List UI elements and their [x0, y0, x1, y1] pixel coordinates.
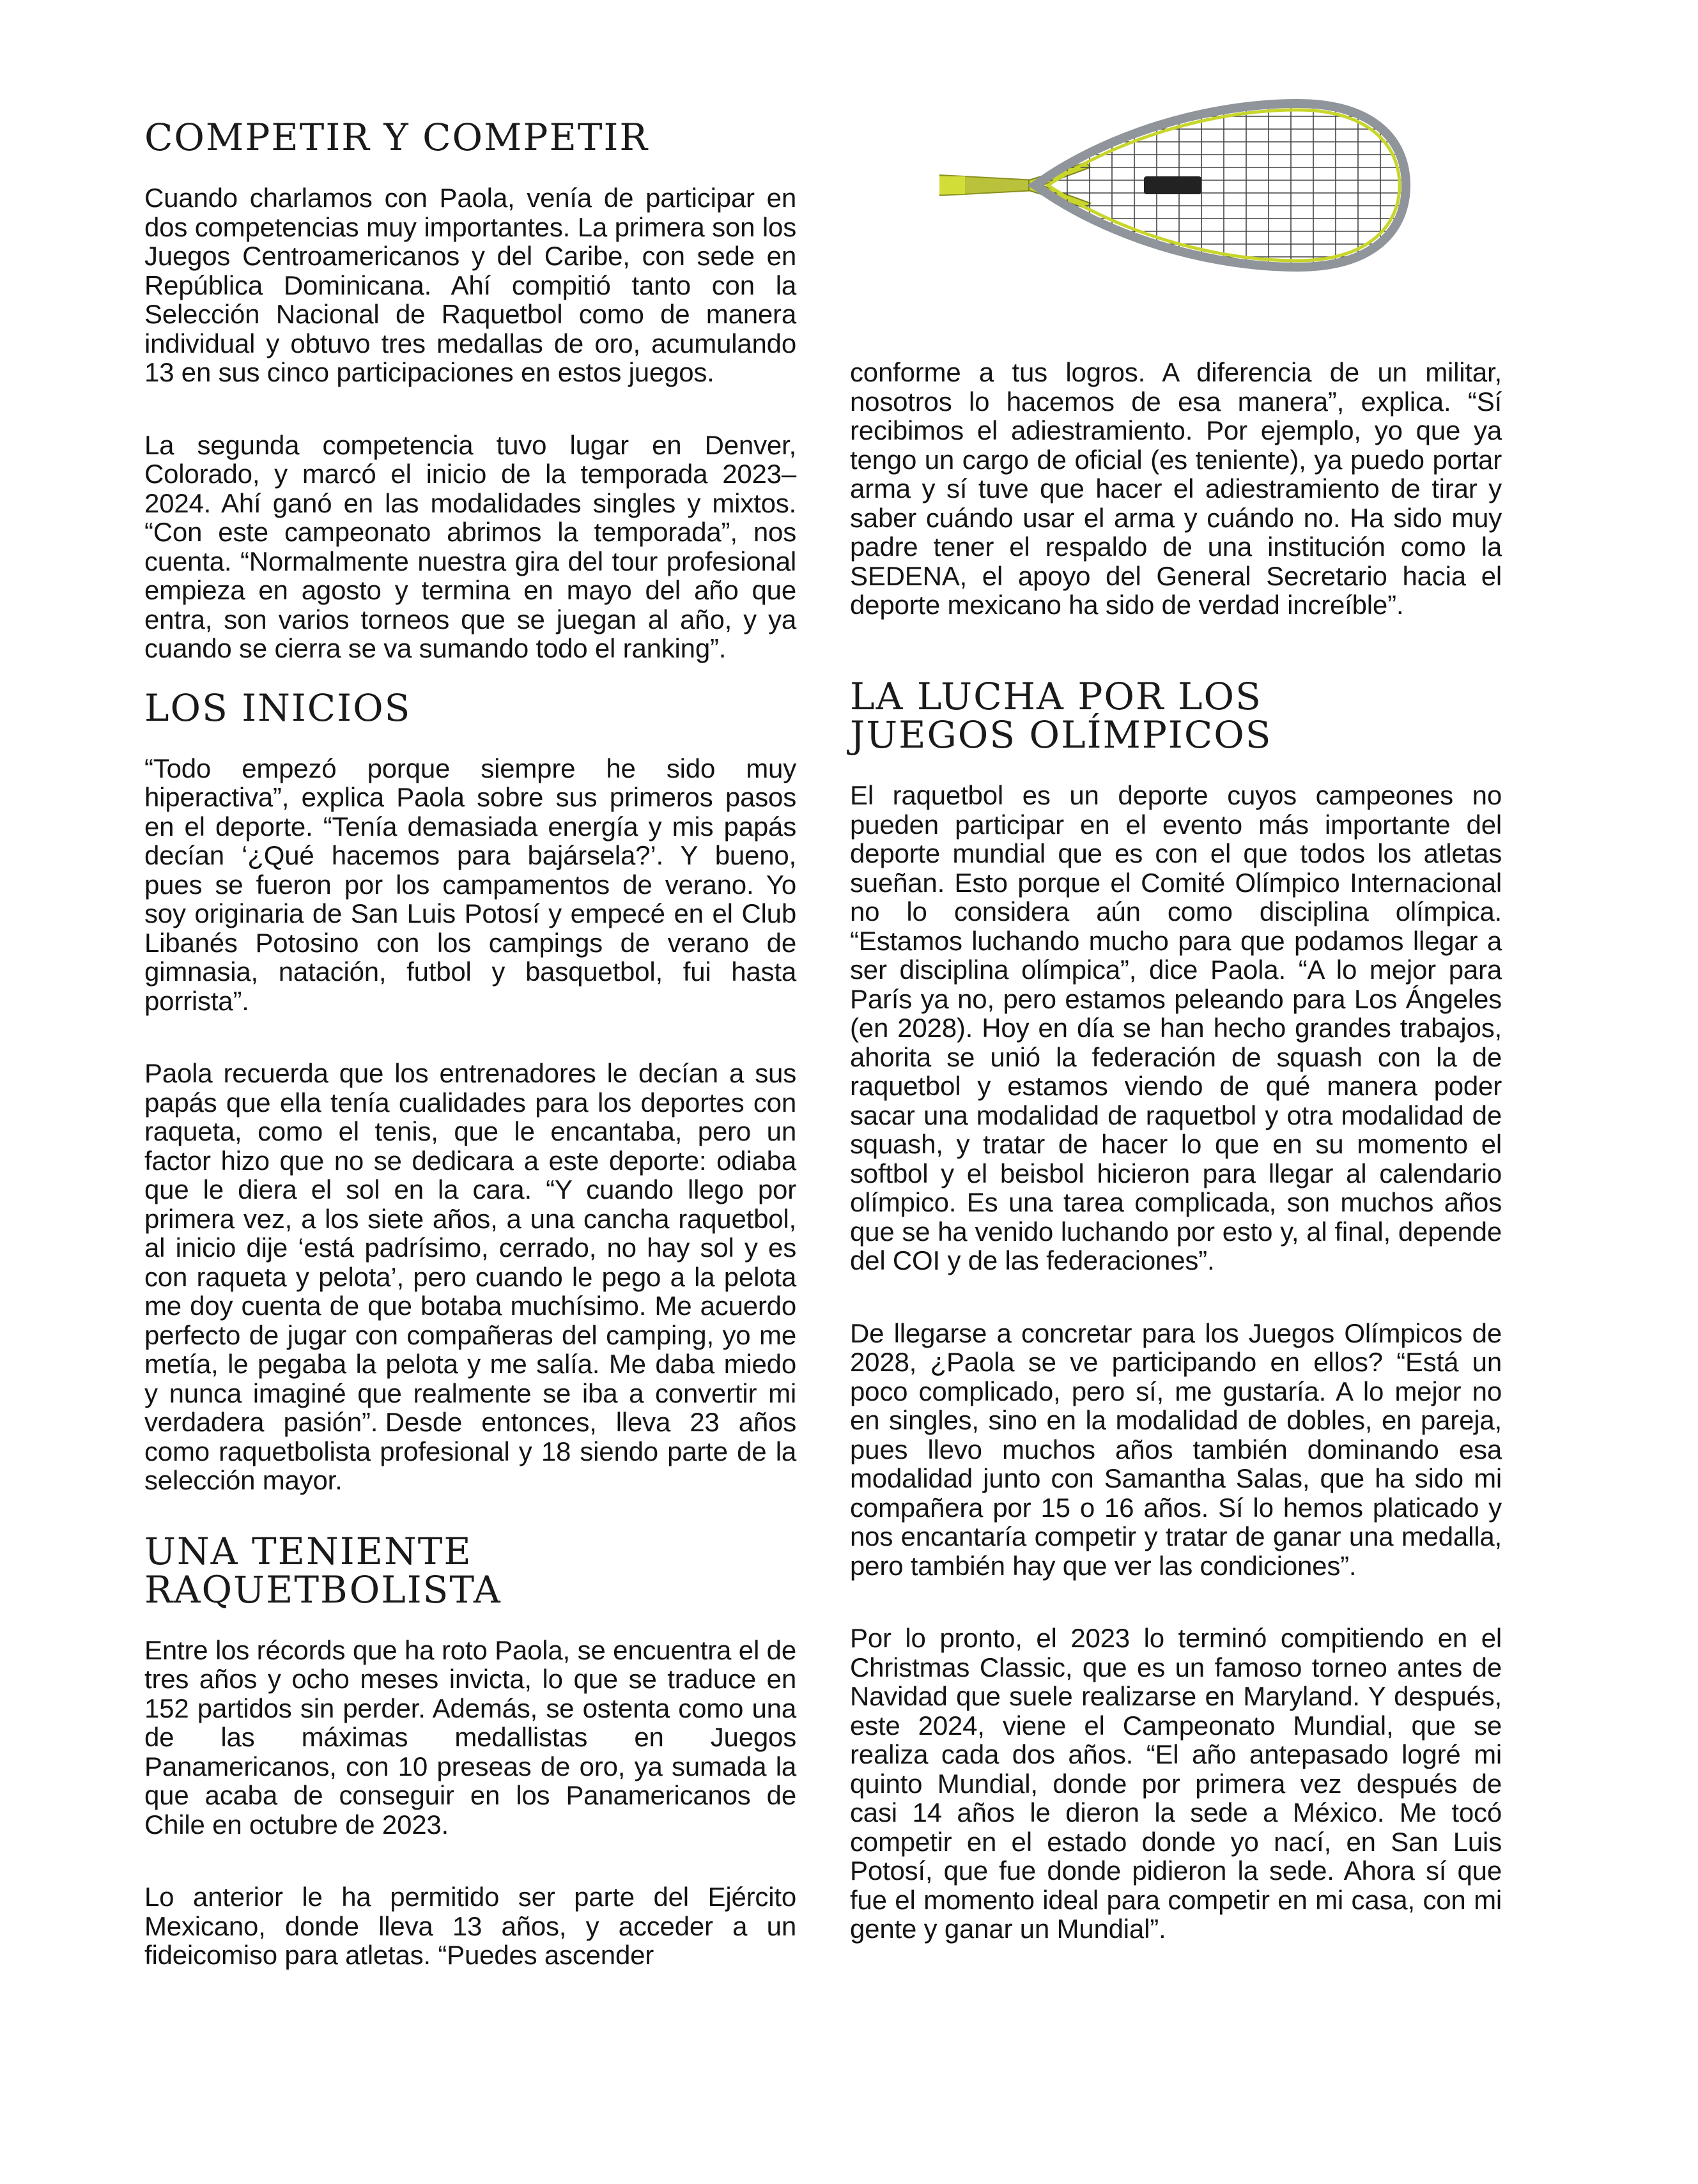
paragraph: La segunda competencia tuvo lugar en Denver, Colorado, y marcó el inicio de la temporada 2023–2024. Ahí ganó en las modalidades singles y mixtos. “Con este campeonato abrimos la temporada”, nos cuenta. “Normalmente nuestra gira del tour profesional empieza en agosto y termina en mayo del año que entra, son varios torneos que se juegan al año, y ya cuando se cierra se va sumando todo el ranking”. — [144, 429, 796, 663]
paragraph: Cuando charlamos con Paola, venía de participar en dos competencias muy importantes. La primera son los Juegos Centroamericanos y del Caribe, con sede en República Dominicana. Ahí compitió tanto con la Selección Nacional de Raquetbol como de manera individual y obtuvo tres medallas de oro, acumulando 13 en sus cinco participaciones en estos juegos. — [144, 183, 796, 387]
paragraph: Lo anterior le ha permitido ser parte del Ejército Mexicano, donde lleva 13 años, y acceder a un fideicomiso para atletas. “Puedes ascender — [144, 1882, 796, 1970]
racquetball-racket-icon — [939, 96, 1412, 275]
section-heading-competir: COMPETIR Y COMPETIR — [144, 116, 649, 159]
paragraph: El raquetbol es un deporte cuyos campeones no pueden participar en el evento más importante del deporte mundial que es con el que todos los atletas sueñan. Esto porque el Comité Olímpico Internacional no lo considera aún como disciplina olímpica. “Estamos luchando mucho para que podamos llegar a ser disciplina olímpica”, dice Paola. “A lo mejor para París ya no, pero estamos peleando para Los Ángeles (en 2028). Hoy en día se han hecho grandes trabajos, ahorita se unió la federación de squash con la de raquetbol y estamos viendo de qué manera poder sacar una modalidad de raquetbol y otra modalidad de squash, y tratar de hacer lo que en su momento el softbol y el beisbol hicieron para llegar al calendario olímpico. Es una tarea complicada, son muchos años que se ha venido luchando por esto y, al final, depende del COI y de las federaciones”. — [850, 780, 1502, 1275]
paragraph: “Todo empezó porque siempre he sido muy hiperactiva”, explica Paola sobre sus primeros pasos en el deporte. “Tenía demasiada energía y mis papás decían ‘¿Qué hacemos para bajársela?’. Y bueno, pues se fueron por los campamentos de verano. Yo soy originaria de San Luis Potosí y empecé en el Club Libanés Potosino con los campings de verano de gimnasia, natación, futbol y basquetbol, fui hasta porrista”. — [144, 753, 796, 1016]
paragraph: De llegarse a concretar para los Juegos Olímpicos de 2028, ¿Paola se ve participando en ellos? “Está un poco complicado, pero sí, me gustaría. A lo mejor no en singles, sino en la modalidad de dobles, en pareja, pues llevo muchos años también dominando esa modalidad junto con Samantha Salas, que ha sido mi compañera por 15 o 16 años. Sí lo hemos platicado y nos encantaría competir y tratar de ganar una medalla, pero también hay que ver las condiciones”. — [850, 1318, 1502, 1581]
section-heading-lucha: LA LUCHA POR LOS JUEGOS OLÍMPICOS — [850, 675, 1272, 757]
paragraph-continuation: conforme a tus logros. A diferencia de un militar, nosotros lo hacemos de esa manera”, explica. “Sí recibimos el adiestramiento. Por ejemplo, yo que ya tengo un cargo de oficial (es teniente), ya puedo portar arma y sí tuve que hacer el adiestramiento de tirar y saber cuándo usar el arma y cuándo no. Ha sido muy padre tener el respaldo de una institución como la SEDENA, el apoyo del General Secretario hacia el deporte mexicano ha sido de verdad increíble”. — [850, 357, 1502, 620]
paragraph: Por lo pronto, el 2023 lo terminó compitiendo en el Christmas Classic, que es un famoso torneo antes de Navidad que suele realizarse en Maryland. Y después, este 2024, viene el Campeonato Mundial, que se realiza cada dos años. “El año antepasado logré mi quinto Mundial, donde por primera vez después de casi 14 años le dieron la sede a México. Me tocó competir en el estado donde yo nací, en San Luis Potosí, que fue donde pidieron la sede. Ahora sí que fue el momento ideal para competir en mi casa, con mi gente y ganar un Mundial”. — [850, 1623, 1502, 1944]
paragraph: Entre los récords que ha roto Paola, se encuentra el de tres años y ocho meses invicta, lo que se traduce en 152 partidos sin perder. Además, se ostenta como una de las máximas medallistas en Juegos Panamericanos, con 10 preseas de oro, ya sumada la que acaba de conseguir en los Panamericanos de Chile en octubre de 2023. — [144, 1634, 796, 1840]
left-column — [144, 118, 796, 2013]
section-heading-teniente: UNA TENIENTE RAQUETBOLISTA — [144, 1529, 502, 1611]
right-column-top — [850, 358, 1502, 663]
right-column — [850, 677, 1502, 1987]
paragraph: Paola recuerda que los entrenadores le decían a sus papás que ella tenía cualidades para los deportes con raqueta, como el tenis, que le encantaba, pero un factor hizo que no se dedicara a este deporte: odiaba que le diera el sol en la cara. “Y cuando llego por primera vez, a los siete años, a una cancha raquetbol, al inicio dije ‘está padrísimo, cerrado, no hay sol y es con raqueta y pelota’, pero cuando le pego a la pelota me doy cuenta de que botaba muchísimo. Me acuerdo perfecto de jugar con compañeras del camping, yo me metía, le pegaba la pelota y me salía. Me daba miedo y nunca imaginé que realmente se iba a convertir mi verdadera pasión”. Desde entonces, lleva 23 años como raquetbolista profesional y 18 siendo parte de la selección mayor. — [144, 1058, 796, 1495]
section-heading-inicios: LOS INICIOS — [144, 686, 412, 730]
